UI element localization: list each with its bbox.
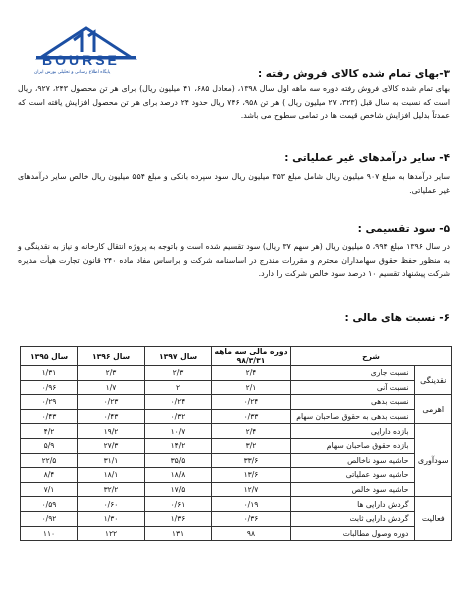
ratio-value: ۰/۱۹	[212, 497, 291, 512]
table-row	[21, 482, 452, 497]
ratio-value: ۱۱۰	[21, 526, 78, 541]
group-label: نقدینگی	[415, 366, 452, 395]
ratio-value: ۱۲۲	[78, 526, 145, 541]
ratio-value: ۰/۹۲	[21, 511, 78, 526]
ratio-value: ۰/۴۳	[21, 409, 78, 424]
ratio-value: ۲/۳	[145, 366, 212, 381]
ratio-value: ۱۸/۱	[78, 468, 145, 483]
table-row	[21, 497, 452, 512]
ratio-value: ۲/۴	[212, 424, 291, 439]
ratio-value: ۳۱/۱	[78, 453, 145, 468]
header-1396: سال ۱۳۹۶	[78, 347, 145, 366]
ratio-value: ۲/۱	[212, 380, 291, 395]
ratio-value: ۱/۷	[78, 380, 145, 395]
ratio-value: ۵/۹	[21, 438, 78, 453]
ratio-value: ۱۸/۸	[145, 468, 212, 483]
ratio-value: ۳۵/۵	[145, 453, 212, 468]
ratio-title: بازده دارایی	[291, 424, 415, 439]
ratio-value: ۳۲/۲	[78, 482, 145, 497]
header-desc: شرح	[291, 347, 452, 366]
ratio-value: ۰/۳۶	[212, 511, 291, 526]
ratio-title: نسبت جاری	[291, 366, 415, 381]
table-row	[21, 438, 452, 453]
group-label: اهرمی	[415, 395, 452, 424]
ratio-value: ۹۸	[212, 526, 291, 541]
table-row	[21, 511, 452, 526]
ratio-value: ۴/۲	[21, 424, 78, 439]
ratio-value: ۳/۲	[212, 438, 291, 453]
ratio-value: ۳۳/۶	[212, 453, 291, 468]
ratio-title: حاشیه سود ناخالص	[291, 453, 415, 468]
ratio-value: ۱۷/۵	[145, 482, 212, 497]
ratio-value: ۱۳۱	[145, 526, 212, 541]
section-4-text: سایر درآمدها به مبلغ ۹۰۷ میلیون ریال شامل مبلغ ۳۵۳ میلیون ریال سود سپرده بانکی و مبلغ ۵۵۴ میلیون ریال خالص سایر درآمدهای غیر عملیاتی.	[18, 172, 451, 195]
ratio-value: ۰/۶۱	[145, 497, 212, 512]
ratio-value: ۰/۳۲	[145, 409, 212, 424]
table-row	[21, 366, 452, 381]
ratio-value: ۰/۲۴	[212, 395, 291, 410]
ratio-value: ۰/۵۹	[21, 497, 78, 512]
table-row	[21, 380, 452, 395]
header-1395: سال ۱۳۹۵	[21, 347, 78, 366]
ratio-value: ۲۲/۵	[21, 453, 78, 468]
ratio-title: نسبت آنی	[291, 380, 415, 395]
ratio-title: دوره وصول مطالبات	[291, 526, 415, 541]
section-3-heading: ۳-بهای تمام شده کالای فروش رفته :	[257, 68, 450, 80]
table-row	[21, 395, 452, 410]
ratio-value: ۰/۲۳	[78, 395, 145, 410]
table-row	[21, 468, 452, 483]
section-5-heading: ۵- سود تقسیمی :	[357, 223, 450, 235]
ratio-value: ۱/۳۱	[21, 366, 78, 381]
section-4-heading: ۴- سایر درآمدهای غیر عملیاتی :	[284, 152, 450, 164]
logo-tagline: پایگاه اطلاع رسانی و تحلیلی بورس ایران	[34, 70, 111, 75]
section-5-text: در سال ۱۳۹۶ مبلغ ۹۹۴، ۵ میلیون ریال (هر سهم ۳۷ ریال) سود تقسیم شده است و باتوجه به پروژه انتقال کارخانه و نیاز به نقدینگی و به منظور حفظ حقوق سهامداران محترم و مقررات مندرج در اساسنامه شرکت و براساس مفاد ماده ۲۴۰ قانون تجارت هیأت مدیره شرکت پیشنهاد تقسیم ۱۰ درصد سود خالص شرکت را دارد.	[18, 242, 450, 278]
ratio-value: ۸/۴	[21, 468, 78, 483]
ratio-value: ۰/۹۶	[21, 380, 78, 395]
ratio-value: ۱۴/۲	[145, 438, 212, 453]
section-3-text: بهای تمام شده کالای فروش رفته دوره سه ماهه اول سال ۱۳۹۸، (معادل ۶۸۵، ۴۱ میلیون ریال) برای هر تن محصول ۲۴۳، ۹۲۷، ریال است که نسبت به سال قبل (۳۲۳، ۲۷ میلیون ریال ) هر تن ۹۵۸، ۷۴۶ ریال حدود ۲۴ درصد برای هر تن محصول افزایش یافته است که عمدتاً بدلیل افزایش شاخص قیمت ها در تمامی سطوح می باشد.	[18, 84, 451, 120]
table-row	[21, 526, 452, 541]
ratio-value: ۰/۳۳	[212, 409, 291, 424]
ratio-value: ۱۰/۷	[145, 424, 212, 439]
ratio-value: ۲	[145, 380, 212, 395]
table-row	[21, 424, 452, 439]
ratio-value: ۲/۳	[78, 366, 145, 381]
header-quarter: دوره مالی سه ماهه ۹۸/۳/۳۱	[212, 347, 291, 366]
section-6-heading: ۶- نسبت های مالی :	[344, 312, 450, 324]
financial-ratios-table	[20, 346, 452, 541]
ratio-title: بازده حقوق صاحبان سهام	[291, 438, 415, 453]
ratio-value: ۱۲/۷	[212, 482, 291, 497]
ratio-title: نسبت بدهی	[291, 395, 415, 410]
ratio-title: حاشیه سود خالص	[291, 482, 415, 497]
ratio-value: ۰/۲۹	[21, 395, 78, 410]
table-row	[21, 453, 452, 468]
ratio-title: گردش دارایی ها	[291, 497, 415, 512]
ratio-value: ۱۳/۶	[212, 468, 291, 483]
ratio-value: ۲۷/۳	[78, 438, 145, 453]
table-row	[21, 409, 452, 424]
group-label: سودآوری	[415, 424, 452, 497]
group-label: فعالیت	[415, 497, 452, 541]
ratio-title: گردش دارایی ثابت	[291, 511, 415, 526]
table-header-row	[21, 347, 452, 366]
ratio-value: ۷/۱	[21, 482, 78, 497]
table-body	[21, 366, 452, 541]
ratio-value: ۰/۲۴	[145, 395, 212, 410]
ratio-value: ۱/۳۶	[145, 511, 212, 526]
ratio-value: ۰/۴۳	[78, 409, 145, 424]
ratio-value: ۱/۳۰	[78, 511, 145, 526]
ratio-value: ۰/۶۰	[78, 497, 145, 512]
ratio-value: ۲/۴	[212, 366, 291, 381]
logo-brand-text: BOURSE	[42, 52, 120, 68]
header-1397: سال ۱۳۹۷	[145, 347, 212, 366]
ratio-title: حاشیه سود عملیاتی	[291, 468, 415, 483]
ratio-value: ۱۹/۲	[78, 424, 145, 439]
ratio-title: نسبت بدهی به حقوق صاحبان سهام	[291, 409, 415, 424]
